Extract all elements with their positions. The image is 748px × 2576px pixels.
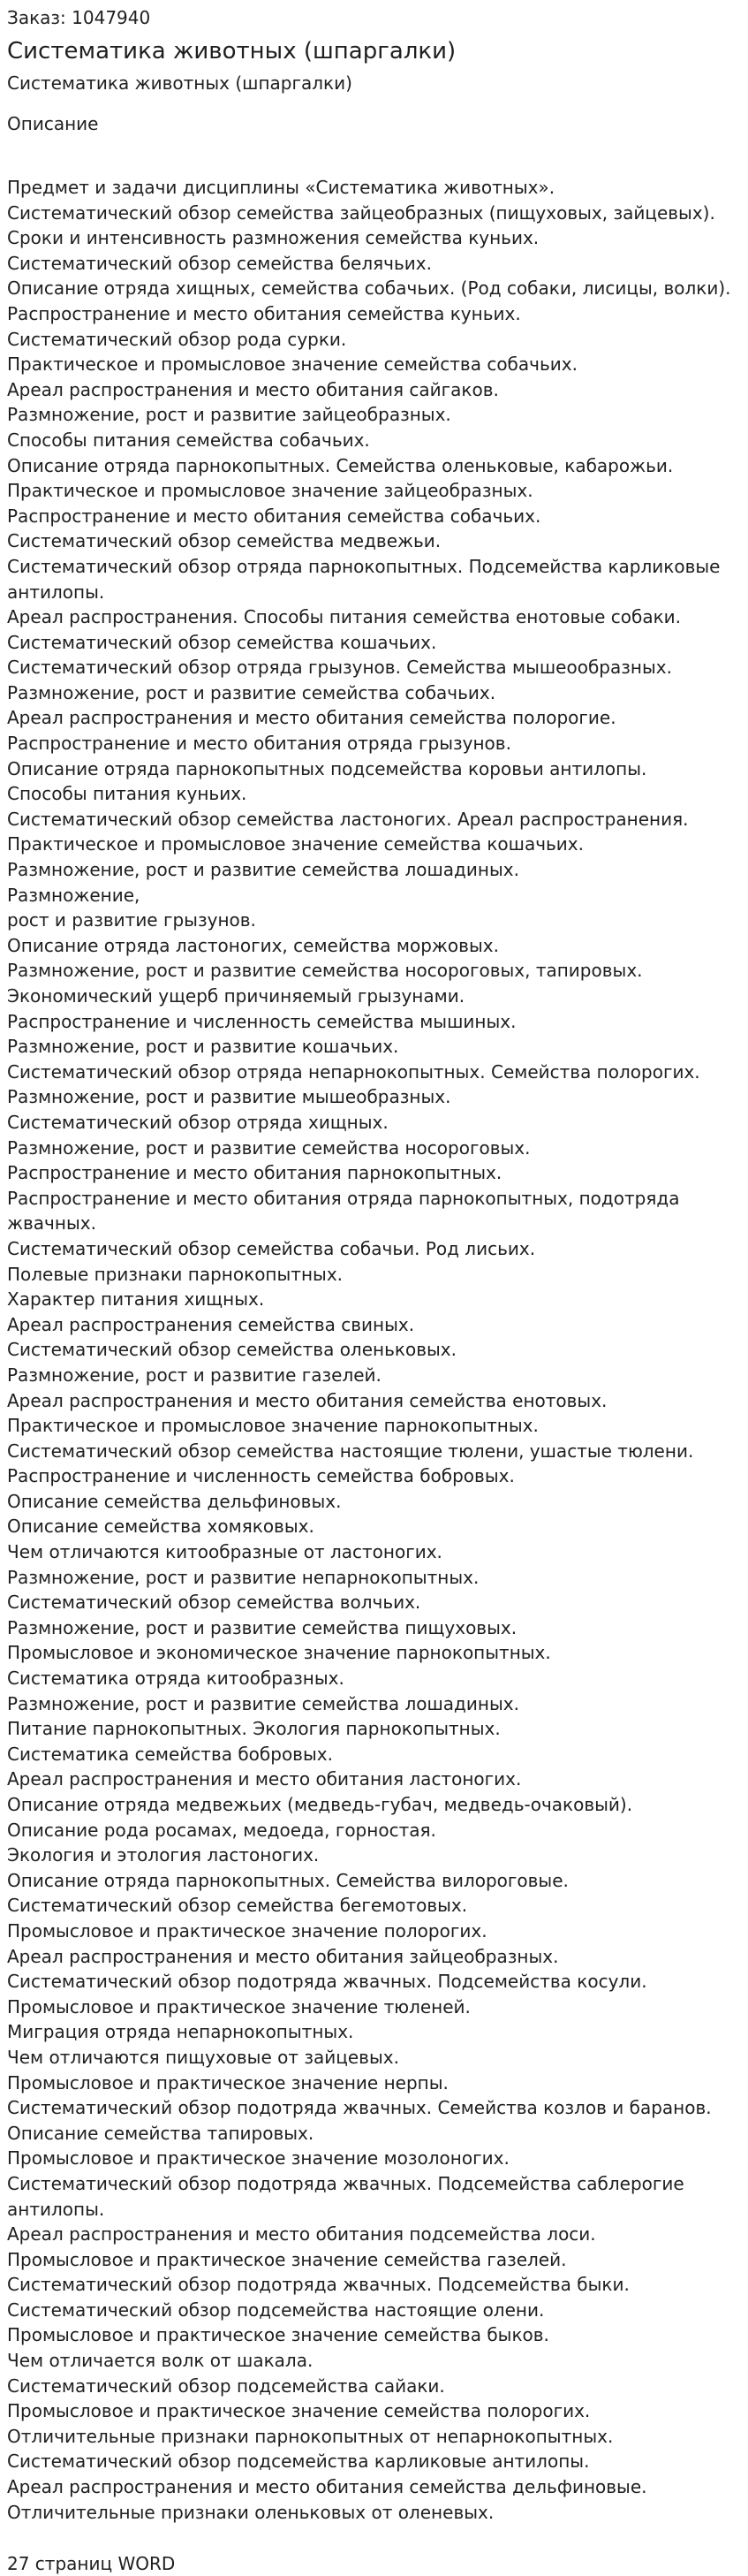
topic-line: Промысловое и практическое значение семейства полорогих. [7,2400,591,2422]
topic-line: Размножение, рост и развитие мышеобразных. [7,1086,451,1108]
topic-line: Описание рода росамах, медоеда, горностая. [7,1819,436,1841]
topic-line: Ареал распространения и место обитания семейства енотовых. [7,1389,608,1411]
topic-line: Систематический обзор подотряда жвачных. Подсемейства быки. [7,2274,630,2296]
topic-line: Описание отряда хищных, семейства собачьих. (Род собаки, лисицы, волки). [7,277,731,300]
topic-line: Ареал распространения и место обитания подсемейства лоси. [7,2223,596,2245]
topic-line: Чем отличается волк от шакала. [7,2350,314,2372]
topic-line: Описание семейства дельфиновых. [7,1490,342,1512]
topic-line: Систематический обзор семейства ластоногих. Ареал распространения. [7,808,689,830]
topic-line: Систематика семейства бобровых. [7,1743,333,1765]
topic-line: Систематический обзор семейства собачьи. Род лисьих. [7,1237,536,1259]
topic-line: Систематический обзор подсемейства карликовые антилопы. [7,2451,590,2473]
topic-line: Распространение и место обитания парнокопытных. [7,1162,502,1184]
topic-line: Распространение и место обитания отряда парнокопытных, подотряда жвачных. [7,1187,680,1235]
topic-line: Систематический обзор отряда парнокопытных. Подсемейства карликовые [7,555,721,577]
topic-line: Систематический обзор семейства волчьих. [7,1592,421,1614]
topic-line: Размножение, рост и развитие семейства лошадиных. [7,859,519,881]
page-count: 27 страниц WORD [7,2553,176,2575]
topic-line: Размножение, рост и развитие газелей. [7,1364,382,1386]
topic-line: Систематический обзор отряда хищных. [7,1111,389,1133]
topic-line: Ареал распространения. Способы питания семейства енотовые собаки. [7,606,682,628]
page-subtitle: Систематика животных (шпаргалки) [7,72,352,94]
topic-line: Ареал распространения и место обитания семейства дельфиновые. [7,2476,647,2498]
topic-line: Систематический обзор рода сурки. [7,328,347,350]
topic-line: Описание отряда парнокопытных. Семейства оленьковые, кабарожьи. [7,454,674,476]
topic-line: Размножение, [7,884,140,906]
topic-line: Чем отличаются китообразные от ластоногих. [7,1541,442,1563]
page-title: Систематика животных (шпаргалки) [7,38,457,65]
topic-line: Промысловое и практическое значение семейства быков. [7,2324,549,2346]
topic-line: Размножение, рост и развитие семейства пищуховых. [7,1616,518,1638]
topic-line: Промысловое и практическое значение нерпы. [7,2071,449,2093]
topic-line: Практическое и промысловое значение зайцеобразных. [7,480,533,502]
topic-line: антилопы. [7,581,105,603]
topic-line: Практическое и промысловое значение семейства собачьих. [7,353,578,376]
topic-line: Предмет и задачи дисциплины «Систематика животных». [7,177,555,198]
topic-line: антилопы. [7,2198,105,2220]
topic-line: Описание семейства тапировых. [7,2122,314,2144]
topic-line: Размножение, рост и развитие семейства носороговых. [7,1136,531,1159]
topic-line: Распространение и место обитания отряда грызунов. [7,733,511,755]
topic-line: Промысловое и практическое значение мозолоногих. [7,2147,510,2169]
topic-line: рост и развитие грызунов. [7,909,256,931]
topic-line: Описание отряда парнокопытных подсемейства коровьи антилопы. [7,757,647,779]
topic-line: Чем отличаются пищуховые от зайцевых. [7,2046,399,2068]
order-number: Заказ: 1047940 [7,7,151,28]
topic-line: Размножение, рост и развитие семейства собачьих. [7,681,496,703]
topic-line: Систематический обзор семейства зайцеобразных (пищуховых, зайцевых). [7,201,715,224]
topic-line: Размножение, рост и развитие зайцеобразных. [7,404,451,426]
topic-line: Систематический обзор семейства медвежьи. [7,530,442,552]
topic-line: Способы питания семейства собачьих. [7,429,370,451]
topic-line: Распространение и численность семейства мышиных. [7,1010,517,1032]
topic-line: Размножение, рост и развитие непарнокопытных. [7,1566,480,1588]
topics-list [7,175,741,2525]
topic-line: Ареал распространения и место обитания семейства полорогие. [7,707,616,729]
topic-line: Размножение, рост и развитие семейства носороговых, тапировых. [7,960,643,982]
topic-line: Размножение, рост и развитие семейства лошадиных. [7,1692,519,1714]
topic-line: Ареал распространения и место обитания зайцеобразных. [7,1945,559,1967]
topic-line: Систематический обзор семейства кошачьих. [7,631,437,653]
topic-line: Отличительные признаки оленьковых от оленевых. [7,2501,495,2523]
topic-line: Описание отряда парнокопытных. Семейства вилороговые. [7,1869,569,1891]
topic-line: Систематика отряда китообразных. [7,1668,344,1690]
topic-line: Систематический обзор подсемейства сайаки. [7,2375,445,2397]
topic-line: Описание отряда медвежьих (медведь-губач, медведь-очаковый). [7,1794,633,1815]
topic-line: Миграция отряда непарнокопытных. [7,2021,354,2043]
topic-line: Питание парнокопытных. Экология парнокопытных. [7,1718,501,1740]
topic-line: Систематический обзор подсемейства настоящие олени. [7,2299,545,2321]
topic-line: Промысловое и практическое значение полорогих. [7,1919,487,1941]
topic-line: Промысловое и экономическое значение парнокопытных. [7,1642,551,1664]
topic-line: Ареал распространения и место обитания ластоногих. [7,1768,522,1790]
topic-line: Отличительные признаки парнокопытных от непарнокопытных. [7,2425,614,2447]
topic-line: Полевые признаки парнокопытных. [7,1263,344,1285]
topic-line: Систематический обзор отряда грызунов. Семейства мышеообразных. [7,657,672,679]
topic-line: Систематический обзор подотряда жвачных. Подсемейства саблерогие [7,2172,684,2194]
topic-line: Распространение и место обитания семейства собачьих. [7,505,541,527]
topic-line: Описание отряда ластоногих, семейства моржовых. [7,934,499,956]
topic-line: Систематический обзор подотряда жвачных. Семейства козлов и баранов. [7,2097,712,2119]
topic-line: Практическое и промысловое значение парнокопытных. [7,1415,539,1437]
topic-line: Ареал распространения семейства свиных. [7,1313,415,1335]
topic-line: Промысловое и практическое значение семейства газелей. [7,2248,567,2270]
topic-line: Размножение, рост и развитие кошачьих. [7,1036,399,1058]
topic-line: Экология и этология ластоногих. [7,1844,320,1866]
topic-line: Ареал распространения и место обитания сайгаков. [7,378,499,400]
topic-line: Систематический обзор семейства оленьковых. [7,1339,457,1361]
topic-line: Практическое и промысловое значение семейства кошачьих. [7,833,584,855]
topic-line: Сроки и интенсивность размножения семейства куньих. [7,227,540,249]
topic-line: Систематический обзор семейства бегемотовых. [7,1895,468,1917]
description-label: Описание [7,113,99,134]
topic-line: Экономический ущерб причиняемый грызунами. [7,985,465,1007]
topic-line: Распространение и численность семейства бобровых. [7,1465,515,1487]
topic-line: Характер питания хищных. [7,1288,265,1311]
topic-line: Систематический обзор подотряда жвачных. Подсемейства косули. [7,1971,647,1993]
topic-line: Систематический обзор семейства настоящие тюлени, ушастые тюлени. [7,1440,694,1462]
topic-line: Промысловое и практическое значение тюленей. [7,1995,471,2017]
topic-line: Распространение и место обитания семейства куньих. [7,302,521,324]
topic-line: Систематический обзор семейства белячьих. [7,252,432,274]
topic-line: Способы питания куньих. [7,783,247,805]
topic-line: Описание семейства хомяковых. [7,1516,314,1538]
topic-line: Систематический обзор отряда непарнокопытных. Семейства полорогих. [7,1060,700,1083]
